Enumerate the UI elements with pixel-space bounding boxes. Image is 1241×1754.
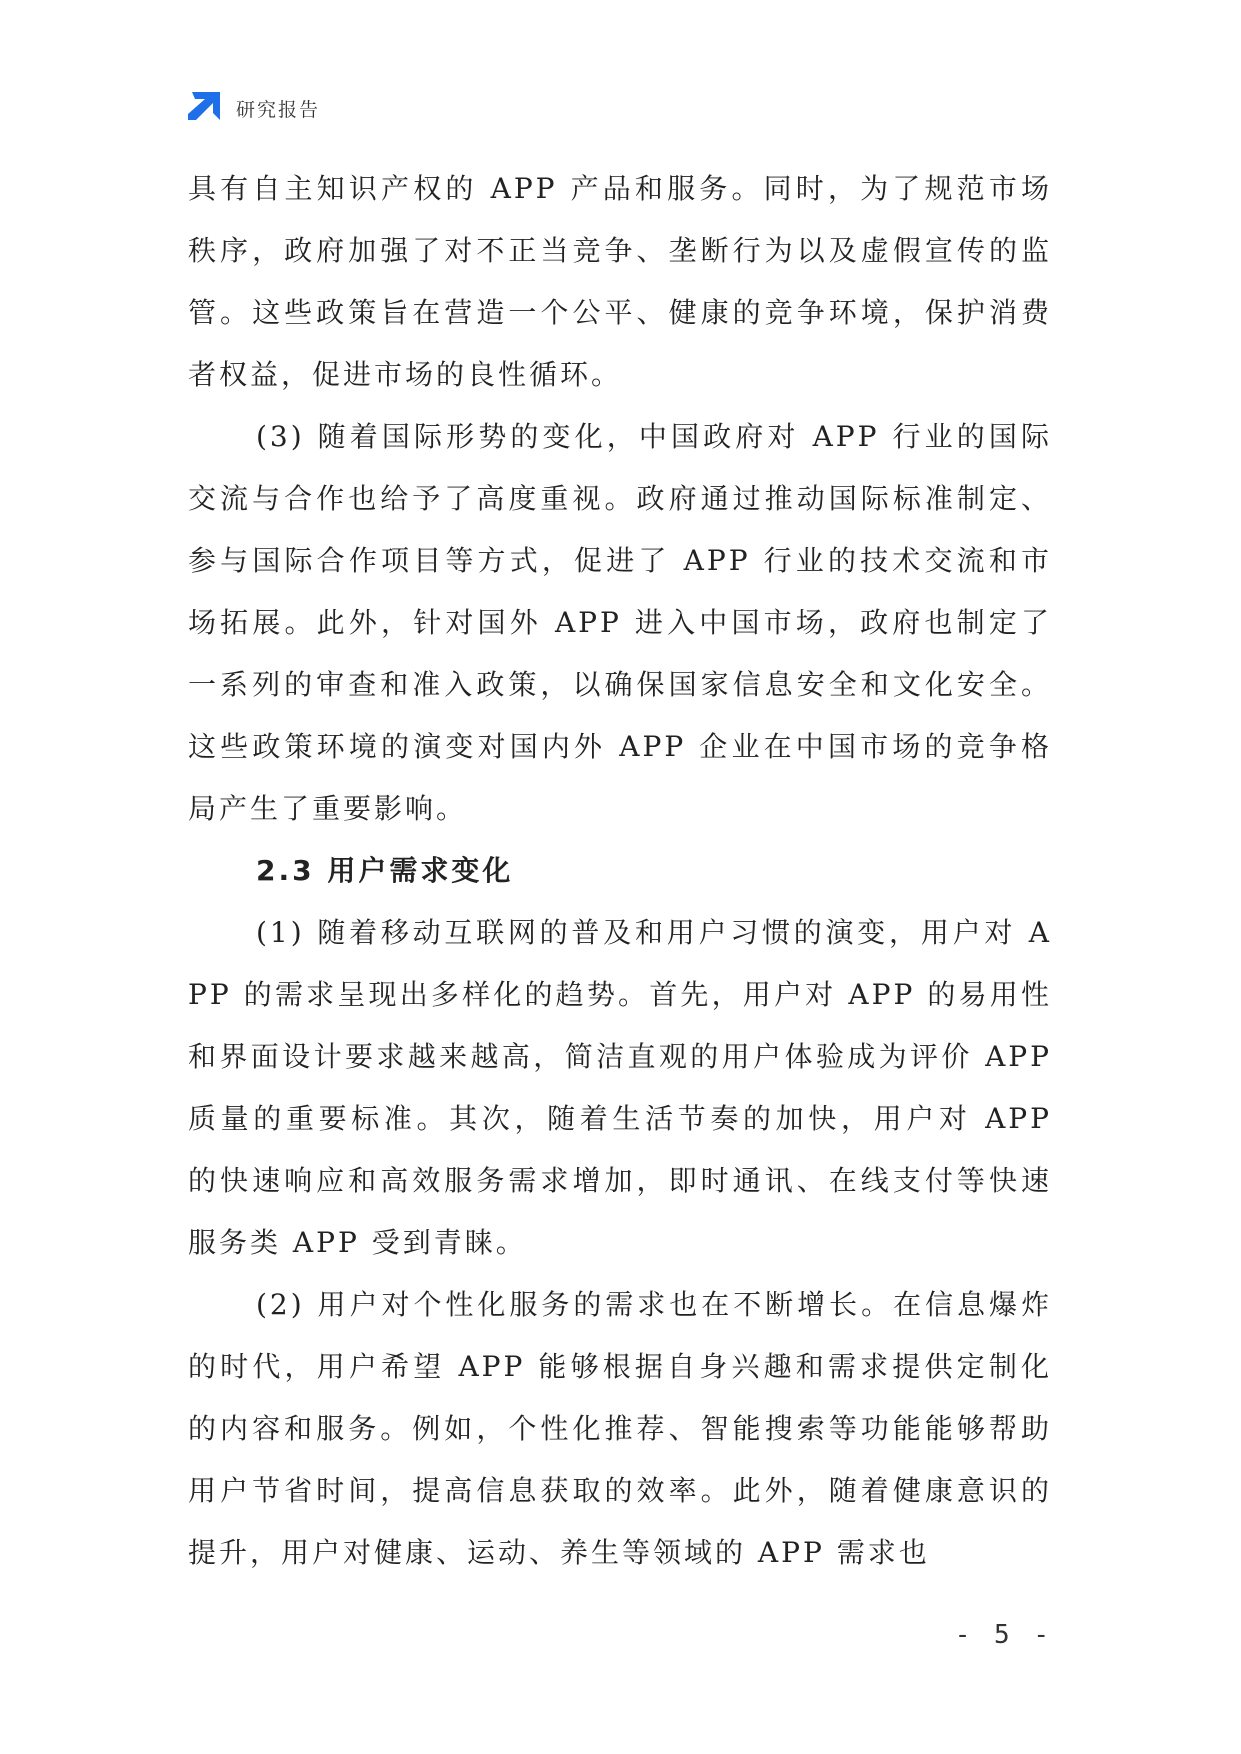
page-number: - 5 - xyxy=(954,1620,1053,1650)
page-header xyxy=(188,88,320,128)
paragraph-international-cooperation: (3) 随着国际形势的变化，中国政府对 APP 行业的国际交流与合作也给予了高度重视。政府通过推动国际标准制定、参与国际合作项目等方式，促进了 APP 行业的技术交流和市场拓展。此外，针对国外 APP 进入中国市场，政府也制定了一系列的审查和准入政策，以确保国家信息安全和文化安全。这些政策环境的演变对国内外 APP 企业在中国市场的竞争格局产生了重要影响。 xyxy=(188,420,1052,825)
paragraph-continued: 具有自主知识产权的 APP 产品和服务。同时，为了规范市场秩序，政府加强了对不正当竞争、垄断行为以及虚假宣传的监管。这些政策旨在营造一个公平、健康的竞争环境，保护消费者权益，促进市场的良性循环。 xyxy=(188,172,1052,391)
paragraph-personalized-services: (2) 用户对个性化服务的需求也在不断增长。在信息爆炸的时代，用户希望 APP 能够根据自身兴趣和需求提供定制化的内容和服务。例如，个性化推荐、智能搜索等功能能够帮助用户节省时间，提高信息获取的效率。此外，随着健康意识的提升，用户对健康、运动、养生等领域的 APP 需求也 xyxy=(188,1288,1052,1569)
section-heading: 2.3 用户需求变化 xyxy=(256,854,514,887)
arrow-up-right-icon xyxy=(188,92,220,124)
document-body xyxy=(188,158,1052,1584)
paragraph-user-needs-diversity: (1) 随着移动互联网的普及和用户习惯的演变，用户对 APP 的需求呈现出多样化的趋势。首先，用户对 APP 的易用性和界面设计要求越来越高，简洁直观的用户体验成为评价 APP 质量的重要标准。其次，随着生活节奏的加快，用户对 APP 的快速响应和高效服务需求增加，即时通讯、在线支付等快速服务类 APP 受到青睐。 xyxy=(188,916,1052,1259)
header-title: 研究报告 xyxy=(236,98,321,121)
